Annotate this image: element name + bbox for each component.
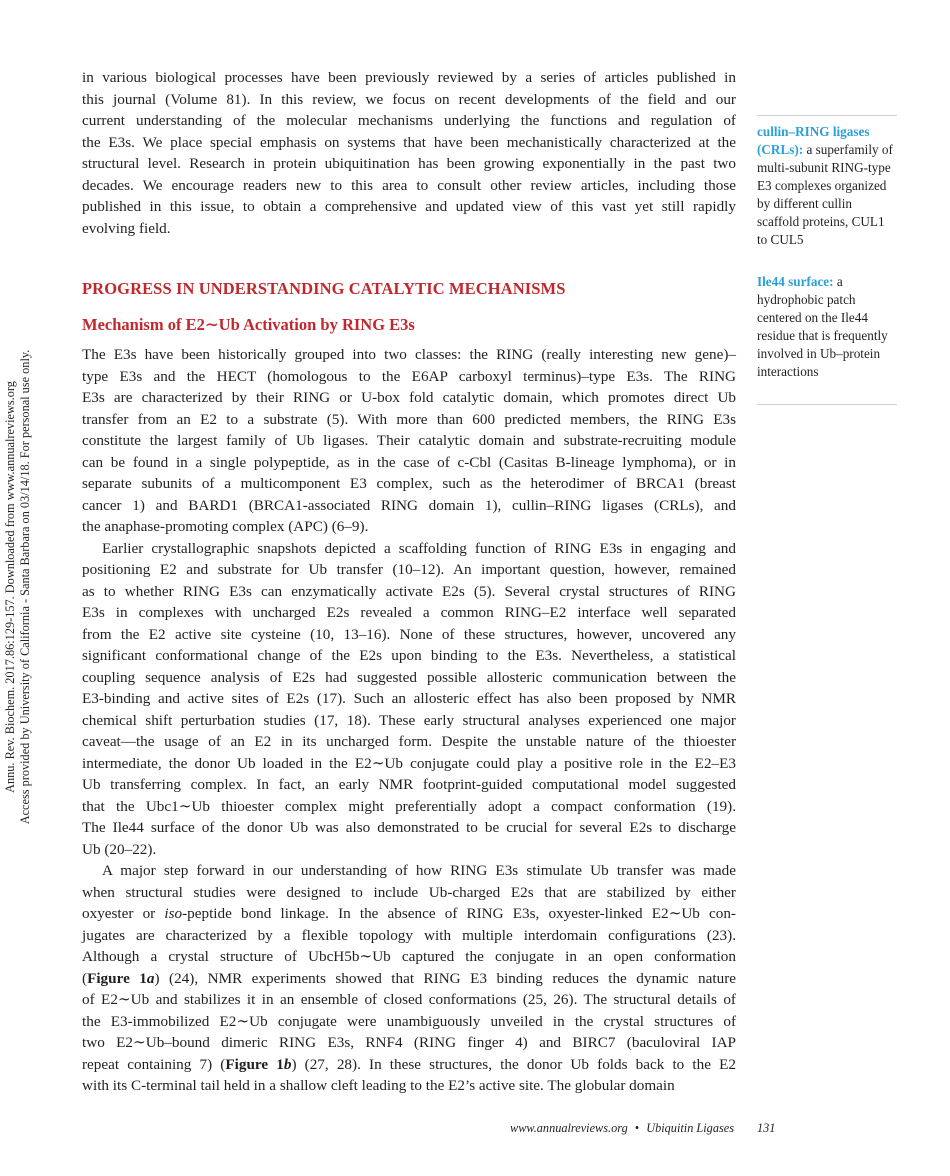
text-line bbox=[82, 538, 736, 560]
section-heading: PROGRESS IN UNDERSTANDING CATALYTIC MECHANISMS bbox=[82, 279, 566, 298]
emphasis-text: a bbox=[146, 969, 155, 987]
text-line bbox=[82, 430, 736, 452]
text-run: jugates are characterized by a flexible topology with multiple interdomain configurations (23). bbox=[82, 926, 736, 944]
text-line bbox=[82, 710, 736, 732]
text-run: that the Ubc1∼Ub thioester complex might preferentially adopt a compact conformation (19). bbox=[82, 797, 736, 815]
text-line bbox=[82, 89, 736, 111]
section-body bbox=[82, 344, 736, 1097]
text-run: published in this issue, to obtain a comprehensive and updated view of this vast yet still rapidly bbox=[82, 198, 736, 215]
text-run: coupling sequence analysis of E2s had suggested possible allosteric communication between the bbox=[82, 668, 736, 686]
text-line bbox=[82, 344, 736, 366]
text-line bbox=[82, 688, 736, 710]
text-line bbox=[82, 989, 736, 1011]
text-run: when structural studies were designed to include Ub-charged E2s that are stabilized by either bbox=[82, 883, 736, 901]
text-run: as to whether RING E3s can enzymatically activate E2s (5). Several crystal structures of RING bbox=[82, 582, 736, 600]
text-line bbox=[82, 602, 736, 624]
text-line bbox=[82, 968, 736, 990]
paragraph bbox=[82, 860, 736, 1097]
text-run: the anaphase-promoting complex (APC) (6–9). bbox=[82, 518, 369, 535]
footer-bullet: • bbox=[634, 1121, 640, 1135]
text-run: decades. We encourage readers new to this area to consult other review articles, including those bbox=[82, 176, 736, 194]
text-run: cancer 1) and BARD1 (BRCA1-associated RING domain 1), cullin–RING ligases (CRLs), and bbox=[82, 496, 736, 514]
text-run: from the E2 active site cysteine (10, 13–16). None of these structures, however, uncovered any bbox=[82, 625, 736, 643]
text-run: the E3-immobilized E2∼Ub conjugate were unambiguously unveiled in the crystal structures of bbox=[82, 1012, 736, 1030]
download-notice-line-2: Access provided by University of California - Santa Barbara on 03/14/18. For personal use only. bbox=[18, 349, 32, 825]
text-run: Although a crystal structure of UbcH5b∼Ub captured the conjugate in an open conformation bbox=[82, 948, 736, 965]
text-run: The E3s have been historically grouped into two classes: the RING (really interesting new gene)– bbox=[82, 346, 736, 363]
text-run: current understanding of the molecular mechanisms underlying the functions and regulation of bbox=[82, 112, 736, 129]
text-line bbox=[82, 110, 736, 132]
subsection-heading: Mechanism of E2∼Ub Activation by RING E3s bbox=[82, 315, 415, 334]
text-line bbox=[82, 175, 736, 197]
text-line bbox=[82, 67, 736, 89]
text-run: evolving field. bbox=[82, 219, 171, 237]
emphasis-text: iso bbox=[164, 905, 183, 922]
text-line bbox=[82, 196, 736, 218]
text-line bbox=[82, 860, 736, 882]
sidebar-bottom-rule bbox=[757, 404, 897, 405]
text-run: type E3s and the HECT (homologous to the E6AP carboxyl terminus)–type E3s. The RING bbox=[82, 367, 736, 385]
text-run: of E2∼Ub and stabilizes it in an ensemble of closed conformations (25, 26). The structural details of bbox=[82, 991, 736, 1008]
text-run: intermediate, the donor Ub loaded in the E2∼Ub conjugate could play a positive role in the E2–E3 bbox=[82, 754, 736, 772]
footer-running-title: Ubiquitin Ligases bbox=[646, 1121, 734, 1135]
text-run: A major step forward in our understanding of how RING E3s stimulate Ub transfer was made bbox=[102, 862, 736, 879]
text-line bbox=[82, 1032, 736, 1054]
text-line bbox=[82, 1054, 736, 1076]
text-line bbox=[82, 1011, 736, 1033]
text-run: ) (27, 28). In these structures, the donor Ub folds back to the E2 bbox=[291, 1055, 736, 1073]
paragraph bbox=[82, 538, 736, 861]
glossary-term-label: cullin–RING ligases (CRLs): bbox=[757, 124, 870, 157]
text-line bbox=[82, 132, 736, 154]
text-run: repeat containing 7) ( bbox=[82, 1055, 226, 1073]
text-run: structural level. Research in protein ubiquitination has been growing exponentially in the past two bbox=[82, 155, 736, 172]
emphasis-text: b bbox=[283, 1055, 292, 1073]
page-number: 131 bbox=[757, 1121, 776, 1135]
download-notice bbox=[3, 307, 33, 867]
download-notice-line-1: Annu. Rev. Biochem. 2017.86:129-157. Downloaded from www.annualreviews.org bbox=[3, 381, 17, 793]
text-line bbox=[82, 559, 736, 581]
sidebar-top-rule bbox=[757, 115, 897, 116]
text-run: Ub transferring complex. In fact, an early NMR footprint-guided computational model suggested bbox=[82, 776, 736, 793]
text-run: Earlier crystallographic snapshots depicted a scaffolding function of RING E3s in engaging and bbox=[102, 539, 736, 557]
glossary-term-crls bbox=[757, 123, 897, 249]
text-line bbox=[82, 387, 736, 409]
text-run: Ub (20–22). bbox=[82, 840, 157, 858]
text-line bbox=[82, 366, 736, 388]
text-run: The Ile44 surface of the donor Ub was also demonstrated to be crucial for several E2s to discharge bbox=[82, 819, 736, 836]
text-line bbox=[82, 946, 736, 968]
text-run: significant conformational change of the E2s upon binding to the E3s. Nevertheless, a statistical bbox=[82, 647, 736, 664]
text-line bbox=[82, 473, 736, 495]
text-line bbox=[82, 452, 736, 474]
text-line bbox=[82, 645, 736, 667]
text-run: -peptide bond linkage. In the absence of RING E3s, oxyester-linked E2∼Ub con- bbox=[182, 905, 736, 922]
text-run: E3s are characterized by their RING or U-box fold catalytic domain, which promotes direct Ub bbox=[82, 389, 736, 406]
text-run: two E2∼Ub–bound dimeric RING E3s, RNF4 (RING finger 4) and BIRC7 (baculoviral IAP bbox=[82, 1034, 736, 1051]
text-run: positioning E2 and substrate for Ub transfer (10–12). An important question, however, remained bbox=[82, 561, 736, 578]
emphasis-text: Figure 1 bbox=[225, 1055, 284, 1073]
glossary-term-label: Ile44 surface: bbox=[757, 274, 834, 289]
text-run: ( bbox=[82, 969, 88, 987]
text-run: with its C-terminal tail held in a shallow cleft leading to the E2’s active site. The globular domain bbox=[82, 1077, 675, 1094]
text-line bbox=[82, 495, 736, 517]
text-run: this journal (Volume 81). In this review, we focus on recent developments of the field and our bbox=[82, 90, 736, 108]
text-line bbox=[82, 731, 736, 753]
text-line bbox=[82, 882, 736, 904]
intro-paragraph bbox=[82, 67, 736, 239]
text-run: transfer from an E2 to a substrate (5). With more than 600 predicted members, the RING E3s bbox=[82, 410, 736, 428]
text-line bbox=[82, 903, 736, 925]
text-line bbox=[82, 753, 736, 775]
text-line bbox=[82, 925, 736, 947]
text-line bbox=[82, 409, 736, 431]
text-line bbox=[82, 581, 736, 603]
text-run: can be found in a single polypeptide, as in the case of c-Cbl (Casitas B-lineage lymphoma), or in bbox=[82, 453, 736, 471]
text-run: constitute the largest family of Ub ligases. Their catalytic domain and substrate-recruiting module bbox=[82, 432, 736, 449]
glossary-term-ile44 bbox=[757, 273, 897, 381]
paragraph bbox=[82, 344, 736, 538]
footer-url: www.annualreviews.org bbox=[510, 1121, 628, 1135]
text-run: E3s in complexes with uncharged E2s revealed a common RING–E2 interface well separated bbox=[82, 604, 736, 621]
glossary-term-definition: a hydrophobic patch centered on the Ile44 residue that is frequently involved in Ub–protein interactions bbox=[757, 274, 888, 379]
text-line bbox=[82, 218, 736, 240]
text-line bbox=[82, 774, 736, 796]
text-run: caveat—the usage of an E2 in its uncharged form. Despite the unstable nature of the thioester bbox=[82, 733, 736, 750]
text-line bbox=[82, 839, 736, 861]
text-run: chemical shift perturbation studies (17, 18). These early structural analyses experienced one major bbox=[82, 711, 736, 729]
emphasis-text: Figure 1 bbox=[87, 969, 147, 987]
text-line bbox=[82, 817, 736, 839]
text-line bbox=[82, 667, 736, 689]
text-line bbox=[82, 153, 736, 175]
text-line bbox=[82, 1075, 736, 1097]
glossary-term-definition: a superfamily of multi-subunit RING-type E3 complexes organized by different cullin scaffold proteins, CUL1 to CUL5 bbox=[757, 142, 893, 247]
text-run: oxyester or bbox=[82, 905, 165, 922]
text-line bbox=[82, 624, 736, 646]
text-line bbox=[82, 516, 736, 538]
text-run: E3-binding and active sites of E2s (17). Such an allosteric effect has also been proposed by NMR bbox=[82, 690, 736, 707]
running-footer bbox=[510, 1121, 734, 1136]
text-run: in various biological processes have been previously reviewed by a series of articles published in bbox=[82, 69, 736, 86]
text-run: ) (24), NMR experiments showed that RING E3 binding reduces the dynamic nature bbox=[154, 969, 736, 987]
text-line bbox=[82, 796, 736, 818]
text-run: separate subunits of a multicomponent E3 complex, such as the heterodimer of BRCA1 (breast bbox=[82, 475, 736, 492]
text-run: the E3s. We place special emphasis on systems that have been mechanistically characterized at the bbox=[82, 133, 736, 151]
